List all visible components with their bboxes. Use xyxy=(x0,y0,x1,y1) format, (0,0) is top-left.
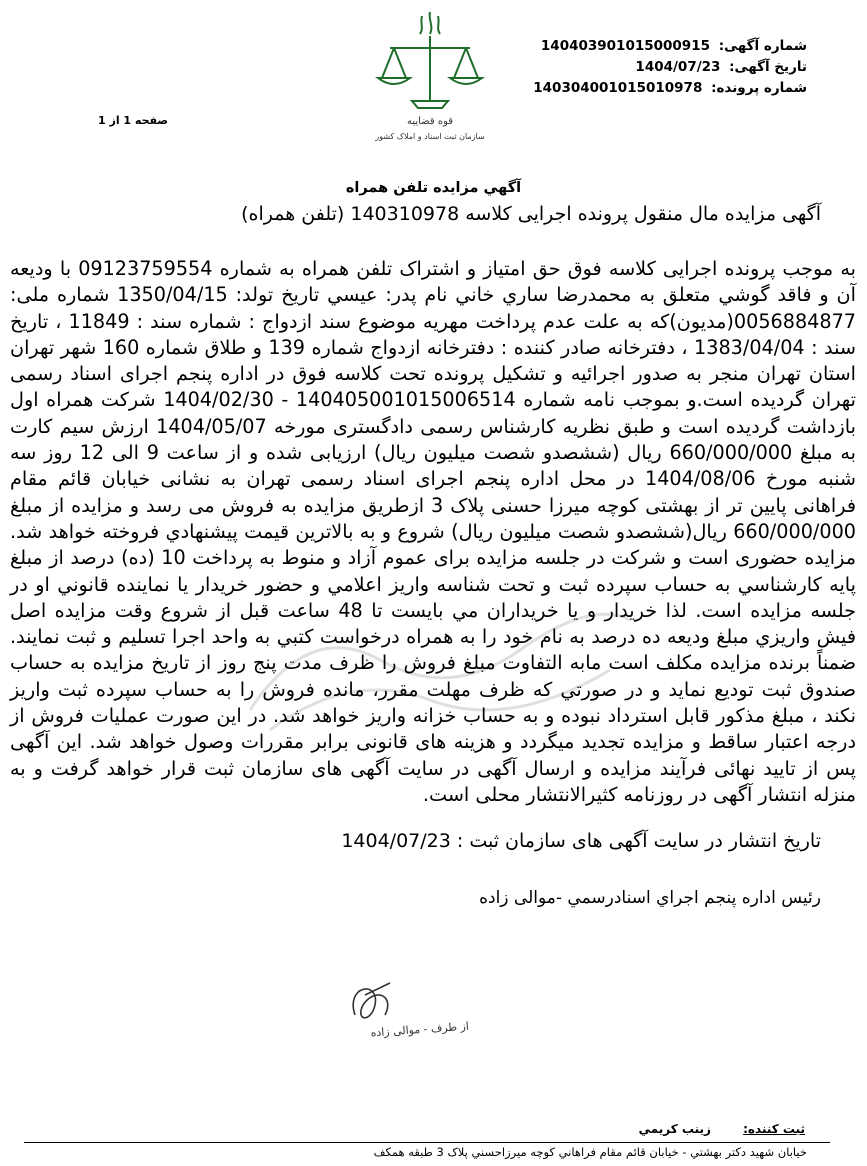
notice-title: آگهي مزايده تلفن همراه xyxy=(345,180,522,196)
notice-body: به موجب پرونده اجرایی کلاسه فوق حق امتیاز و اشتراک تلفن همراه به شماره 09123759554 با ودیعه آن و فاقد گوشي متعلق به محمدرضا ساري خاني نام پدر: عيسي تاريخ تولد: 1350/04/15 شماره ملی: 0056884877(مديون)که به علت عدم پرداخت مهریه موضوع سند ازدواج : شماره سند : 11849 ، تاریخ سند : 1383/04/04 ، دفترخانه صادر کننده : دفترخانه ازدواج شماره 139 و طلاق شماره 160 شهر تهران استان تهران منجر به صدور اجرائیه و تشکیل پرونده تحت کلاسه فوق در اداره پنجم اجرای اسناد رسمی تهران گردیده است.و بموجب نامه شماره 140405001015006514 - 1404/02/30 شرکت همراه اول بازداشت گردیده است و طبق نظریه کارشناس رسمی دادگستری مورخه 1404/05/07 ارزش سیم کارت به مبلغ 660/000/000 ریال (ششصدو شصت میلیون ریال) ارزیابی شده و از ساعت 9 الی 12 روز سه شنبه مورخ 1404/08/06 در محل اداره پنجم اجرای اسناد رسمی تهران به نشانی خیابان قائم مقام فراهانی پایین تر از بهشتی کوچه میرزا حسنی پلاک 3 ازطریق مزایده به فروش می رسد و مزایده از مبلغ 660/000/000 ریال(ششصدو شصت میلیون ریال) شروع و به بالاترین قیمت پیشنهادي فروخته خواهد شد. مزایده حضوری است و شرکت در جلسه مزایده برای عموم آزاد و منوط به پرداخت 10 (ده) درصد از مبلغ پایه کارشناسي به حساب سپرده ثبت و تحت شناسه واريز اعلامي و حضور خريدار يا نماينده قانوني او در جلسه مزايده است. لذا خريدار و يا خريداران مي بايست تا 48 ساعت قبل از شروع وقت مزايده اصل فيش واريزي مبلغ وديعه ده درصد به نام خود را به همراه درخواست کتبي به واحد اجرا تسليم و ثبت نمايند. ضمناً برنده مزایده مکلف است مابه التفاوت مبلغ فروش را ظرف مدت پنج روز از تاريخ مزايده به حساب صندوق ثبت توديع نمايد و در صورتي که ظرف مهلت مقرر، مانده فروش را به حساب سپرده ثبت واريز نکند ، مبلغ مذكور قابل استرداد نبوده و به حساب خزانه واريز خواهد شد. در اين صورت عمليات فروش از درجه اعتبار ساقط و مزايده تجديد ميگردد و هزینه های قانونی برابر مقررات وصول خواهد شد. این آگهی پس از تایید نهائی فرآیند مزایده و ارسال آگهی در سایت آگهی های سازمان ثبت قرار خواهد گرفت و به منزله انتشار آگهی در روزنامه کثیرالانتشار محلی است. xyxy=(10,257,857,806)
case-number-row xyxy=(477,78,807,99)
notice-date-row xyxy=(477,57,807,78)
registrar-name: زينب کريمي xyxy=(638,1122,711,1136)
emblem-org-text: قوه قضاییه xyxy=(406,116,454,127)
case-number-label: شماره پرونده: xyxy=(711,80,807,96)
page-number: صفحه 1 از 1 xyxy=(98,114,169,127)
notice-meta xyxy=(477,36,807,99)
notice-number-label: شماره آگهی: xyxy=(718,38,807,54)
signatory: رئيس اداره پنجم اجراي اسنادرسمي -موالی زاده xyxy=(479,888,821,908)
notice-number: 140403901015000915 xyxy=(540,38,710,54)
case-number: 140304001015010978 xyxy=(533,80,703,96)
registrar-label: ثبت کننده: xyxy=(743,1122,805,1136)
notice-date: 1404/07/23 xyxy=(635,59,721,75)
signature-icon xyxy=(335,975,485,1045)
judiciary-emblem-icon xyxy=(360,6,500,146)
signature-text: از طرف - موالی زاده xyxy=(370,1019,470,1040)
emblem-org-text-2: سازمان ثبت اسناد و املاک کشور xyxy=(375,132,485,141)
registrar xyxy=(585,1122,805,1136)
notice-number-row xyxy=(477,36,807,57)
footer-divider xyxy=(24,1142,830,1143)
footer-address: خيابان شهيد دکتر بهشتي - خيابان قائم مقام فراهاني کوچه ميرزاحسني پلاک 3 طبقه همكف xyxy=(373,1145,807,1159)
notice-date-label: تاریخ آگهی: xyxy=(729,59,807,75)
publication-date: تاریخ انتشار در سایت آگهی های سازمان ثبت : 1404/07/23 xyxy=(341,830,821,852)
notice-subtitle: آگهی مزایده مال منقول پرونده اجرایی کلاسه 140310978 (تلفن همراه) xyxy=(241,203,821,225)
